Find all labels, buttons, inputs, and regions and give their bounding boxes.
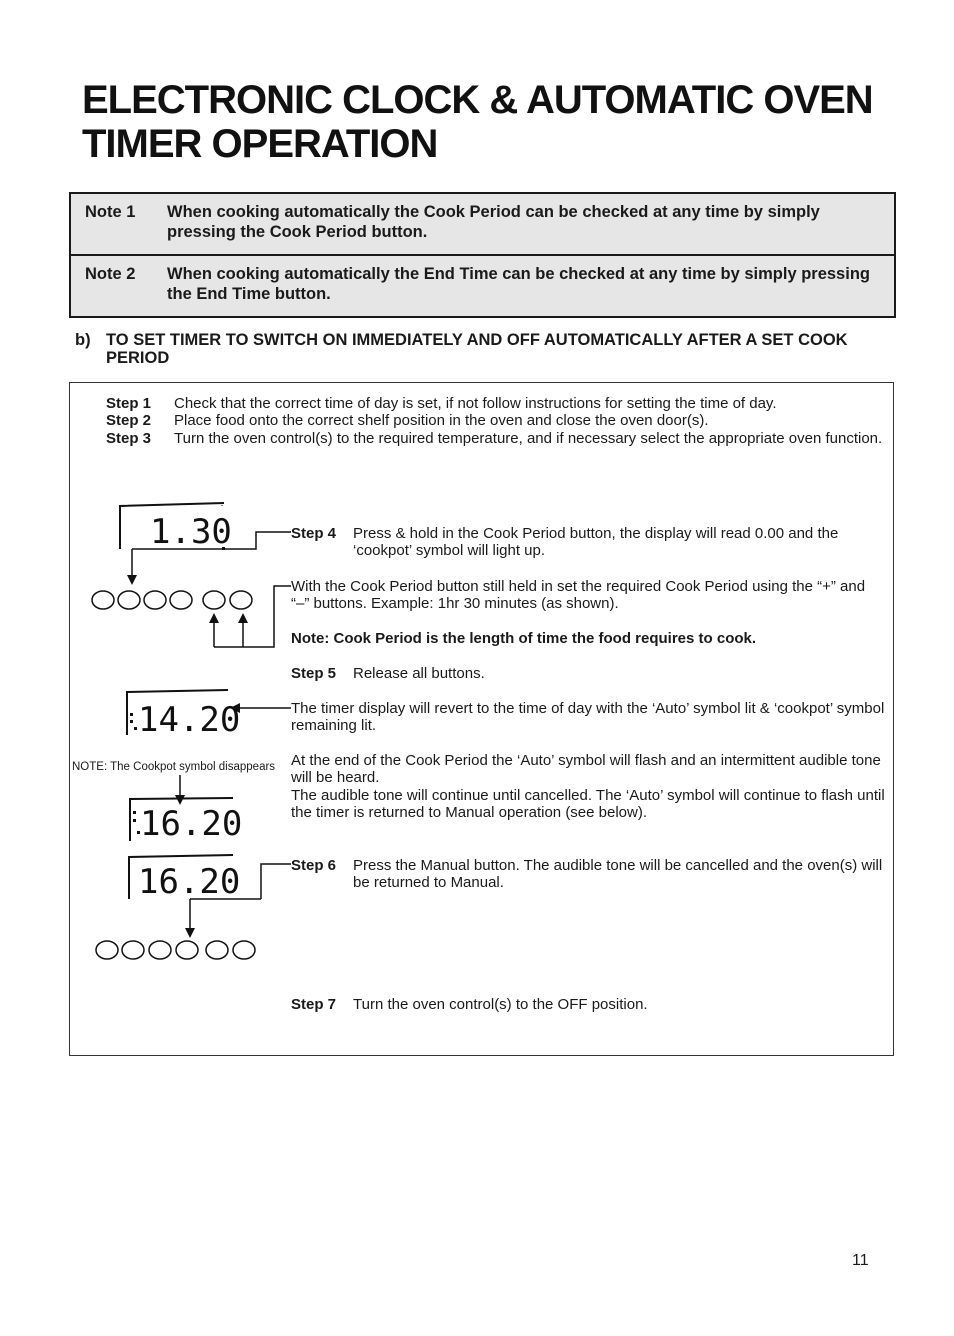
connector-line <box>261 864 291 899</box>
note-1 <box>71 194 894 254</box>
step-text: Place food onto the correct shelf position in the oven and close the oven door(s). <box>174 412 709 429</box>
display-3-digits: 16.20 <box>140 804 243 844</box>
timer-display-3 <box>130 798 242 844</box>
cookpot-note: NOTE: The Cookpot symbol disappears <box>72 761 276 773</box>
button-row-1 <box>92 591 252 609</box>
step-label: Step 3 <box>106 430 152 447</box>
button-row-2 <box>96 941 255 959</box>
step-label: Step 5 <box>291 665 337 682</box>
end-paragraph-2: The audible tone will continue until cancelled. The ‘Auto’ symbol will continue to flash until the timer is returned to Manual operation (see below). <box>291 787 885 821</box>
step-4-detail: With the Cook Period button still held in set the required Cook Period using the “+” and “–” buttons. Example: 1hr 30 minutes (as shown). <box>291 578 866 612</box>
display-2-digits: 14.20 <box>138 700 241 740</box>
timer-diagrams <box>70 383 895 1057</box>
cook-period-note: Note: Cook Period is the length of time the food requires to cook. <box>291 630 757 647</box>
page-title: ELECTRONIC CLOCK & AUTOMATIC OVEN TIMER OPERATION <box>82 78 873 166</box>
step-label: Step 2 <box>106 412 152 429</box>
timer-display-4 <box>129 855 240 902</box>
note-label: Note 2 <box>85 265 136 283</box>
section-letter: b) <box>75 331 91 349</box>
step-text: Turn the oven control(s) to the OFF position. <box>353 996 648 1013</box>
step-text: Turn the oven control(s) to the required temperature, and if necessary select the appropriate oven function. <box>174 430 883 447</box>
note-text: When cooking automatically the End Time can be checked at any time by simply pressing the End Time button. <box>167 265 870 303</box>
step-text: Release all buttons. <box>353 665 485 682</box>
step-5-detail: The timer display will revert to the time of day with the ‘Auto’ symbol lit & ‘cookpot’ symbol remaining lit. <box>291 700 885 734</box>
step-text: Press the Manual button. The audible tone will be cancelled and the oven(s) will be returned to Manual. <box>353 857 883 891</box>
step-label: Step 1 <box>106 395 152 412</box>
display-1-digits: 1.30 <box>150 512 232 552</box>
note-label: Note 1 <box>85 203 136 221</box>
note-2 <box>71 254 894 316</box>
timer-display-2 <box>127 690 240 740</box>
step-text: Press & hold in the Cook Period button, the display will read 0.00 and the ‘cookpot’ symbol will light up. <box>353 525 839 559</box>
connector-line <box>214 586 291 647</box>
instructions-box <box>69 382 894 1056</box>
section-heading <box>75 331 895 367</box>
section-heading-text: TO SET TIMER TO SWITCH ON IMMEDIATELY AND OFF AUTOMATICALLY AFTER A SET COOK PERIOD <box>106 331 848 367</box>
page-number: 11 <box>852 1252 869 1269</box>
step-label: Step 7 <box>291 996 337 1013</box>
note-text: When cooking automatically the Cook Period can be checked at any time by simply pressing the Cook Period button. <box>167 203 820 241</box>
step-label: Step 4 <box>291 525 337 542</box>
notes-box <box>69 192 896 318</box>
step-label: Step 6 <box>291 857 337 874</box>
end-paragraph-1: At the end of the Cook Period the ‘Auto’ symbol will flash and an intermittent audible tone will be heard. <box>291 752 881 786</box>
timer-display-1 <box>120 503 232 552</box>
step-text: Check that the correct time of day is set, if not follow instructions for setting the time of day. <box>174 395 777 412</box>
display-4-digits: 16.20 <box>138 862 241 902</box>
